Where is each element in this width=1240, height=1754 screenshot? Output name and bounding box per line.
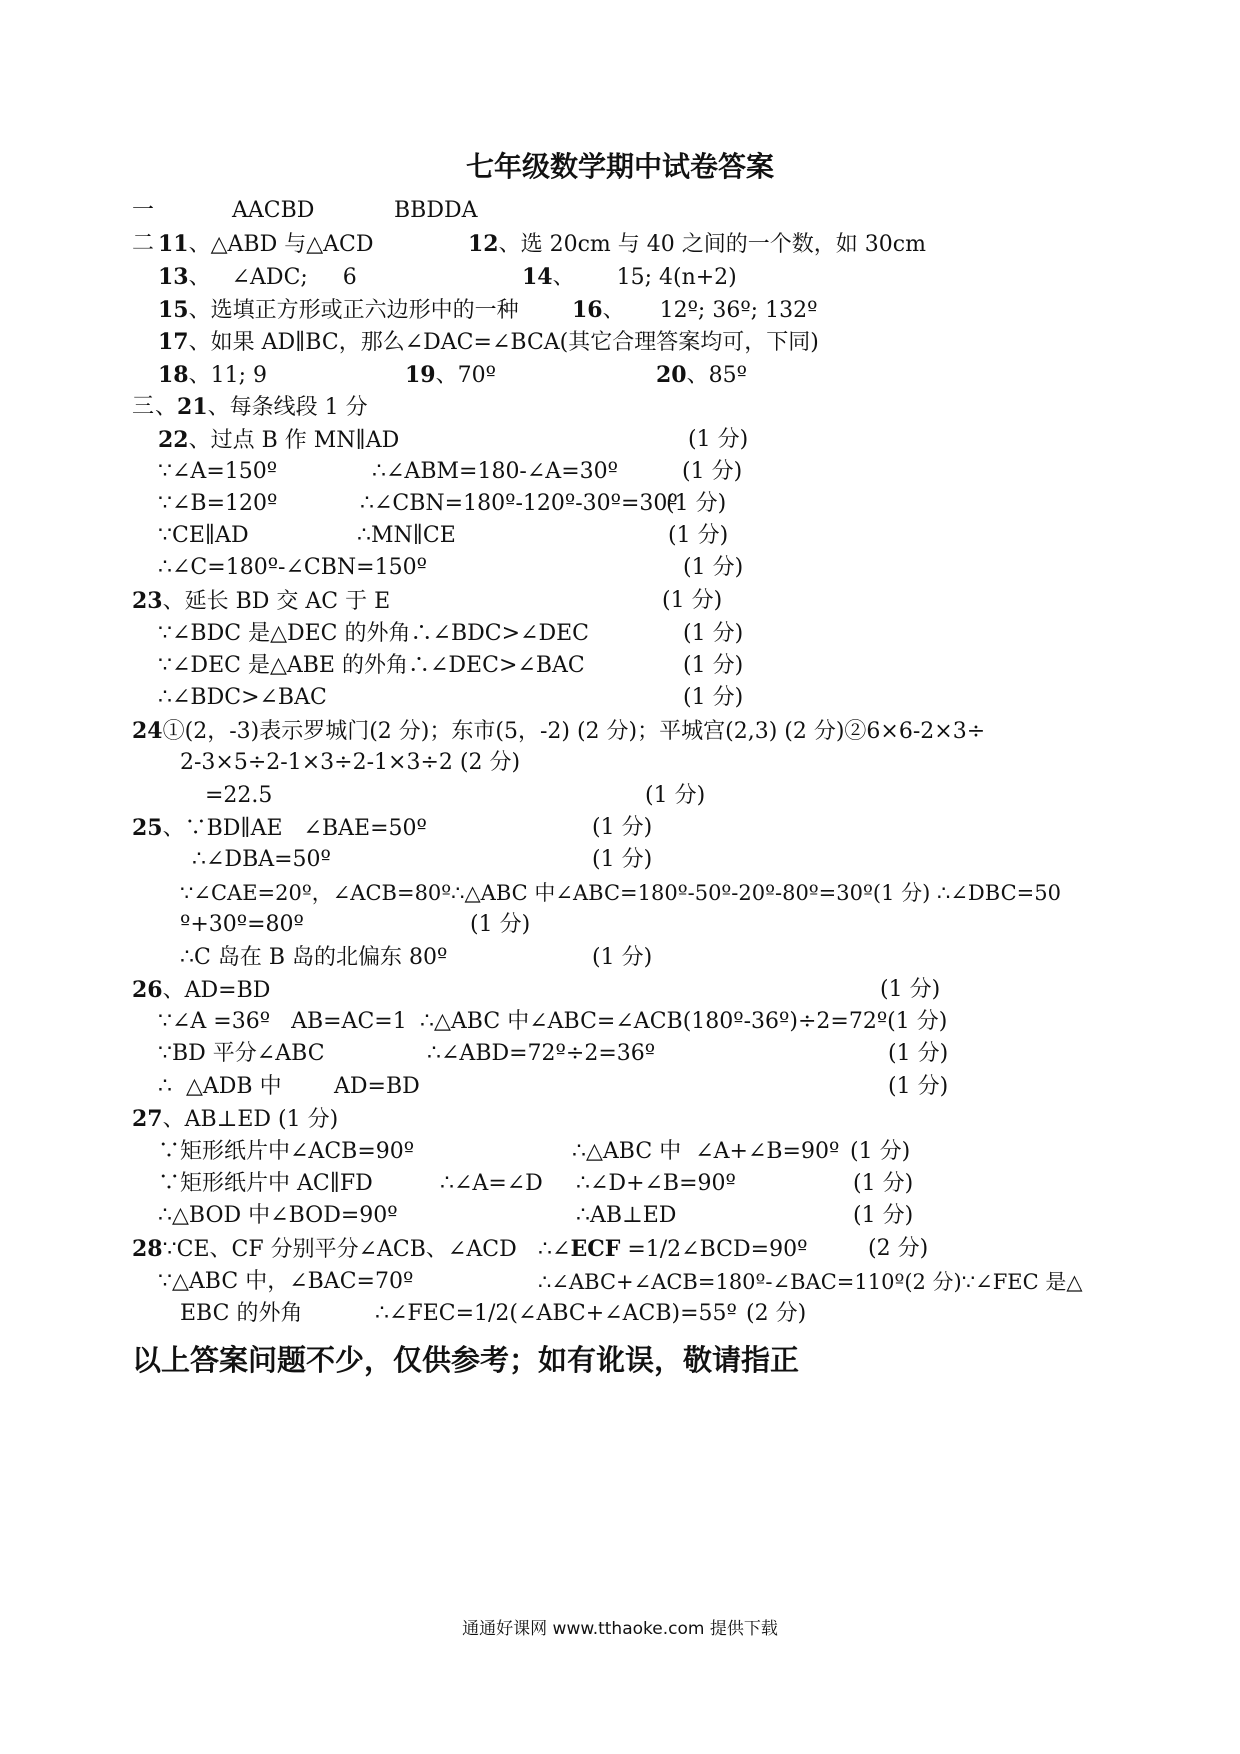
q16-num: 16 [572, 297, 603, 323]
answer-19 [405, 361, 496, 390]
q22-line4: ∴∠C=180º-∠CBN=150º [158, 555, 427, 580]
answer-17 [158, 328, 819, 357]
answer-15 [158, 296, 519, 325]
section1-group2: BBDDA [394, 198, 478, 223]
q23-head-score: (1 分) [662, 588, 723, 613]
q28-line3-b: ∴∠FEC=1/2(∠ABC+∠ACB)=55º [375, 1301, 737, 1326]
q11-num: 11 [158, 231, 189, 257]
q28-line2-a: ∵△ABC 中，∠BAC=70º [158, 1269, 414, 1294]
section1-label: 一 [132, 198, 155, 223]
q17-text: 、如果 AD∥BC，那么∠DAC=∠BCA(其它合理答案均可，下同) [188, 330, 819, 355]
q14-text: 、 15; 4(n+2) [552, 265, 737, 290]
answer-21: 、21、每条线段 1 分 [155, 394, 368, 420]
answer-20 [656, 361, 747, 390]
q27-line1-score: (1 分) [850, 1139, 911, 1164]
q22-head-text: 、过点 B 作 MN∥AD [188, 428, 400, 453]
q26-num: 26 [132, 977, 163, 1003]
q25-line3-score: (1 分) [470, 912, 531, 937]
q26-line2-b: ∴∠ABD=72º÷2=36º [427, 1041, 656, 1066]
q17-num: 17 [158, 329, 189, 355]
q25-num: 25 [132, 815, 163, 841]
q25-line1: ∴∠DBA=50º [192, 847, 331, 872]
closing-note: 以上答案问题不少，仅供参考；如有讹误，敬请指正 [132, 1343, 800, 1377]
section1-group1: AACBD [232, 198, 315, 223]
q22-line1-score: (1 分) [682, 459, 743, 484]
q27-line2-c: ∴∠D+∠B=90º [576, 1171, 736, 1196]
q27-line3-b: ∴AB⊥ED [576, 1203, 677, 1228]
page-footer: 通通好课网 www.tthaoke.com 提供下载 [462, 1619, 778, 1639]
q28-line3-score: (2 分) [746, 1301, 807, 1326]
q23-line1: ∵∠BDC 是△DEC 的外角∴∠BDC>∠DEC [158, 621, 589, 646]
q16-text: 、 12º; 36º; 132º [602, 298, 818, 323]
answer-13 [158, 263, 357, 292]
q26-line2-a: ∵BD 平分∠ABC [158, 1041, 325, 1066]
q22-line3-a: ∵CE∥AD [158, 523, 249, 548]
q27-head-text: 、AB⊥ED (1 分) [162, 1107, 339, 1132]
q24-line3-score: (1 分) [645, 783, 706, 808]
q19-num: 19 [405, 362, 436, 388]
q25-line3: º+30º=80º [180, 912, 304, 937]
q22-head-score: (1 分) [688, 427, 749, 452]
answer-24-line1 [132, 717, 985, 746]
q26-line1-a: ∵∠A =36º AB=AC=1 [158, 1009, 407, 1034]
q25-head-score: (1 分) [592, 815, 653, 840]
q12-num: 12 [468, 231, 499, 257]
q22-line2-a: ∵∠B=120º [158, 491, 278, 516]
q22-line2-b: ∴∠CBN=180º-120º-30º=30º [360, 491, 678, 516]
q28-line1-b [538, 1235, 807, 1264]
q23-line3: ∴∠BDC>∠BAC [158, 685, 327, 710]
q27-num: 27 [132, 1106, 163, 1132]
q14-num: 14 [522, 264, 553, 290]
q27-line1-a: ∵矩形纸片中∠ACB=90º [158, 1139, 415, 1164]
q22-line2-score: (1 分) [666, 491, 727, 516]
answer-28-line1-a [132, 1235, 517, 1264]
answer-25-head [132, 814, 427, 843]
q20-num: 20 [656, 362, 687, 388]
answer-27-head [132, 1105, 338, 1134]
answer-12 [468, 230, 926, 259]
q12-text: 、选 20cm 与 40 之间的一个数，如 30cm [498, 232, 926, 257]
q27-line2-score: (1 分) [853, 1171, 914, 1196]
q26-line3-a: ∴ △ADB 中 [158, 1074, 282, 1099]
q25-line4-score: (1 分) [592, 945, 653, 970]
q28-num: 28 [132, 1236, 163, 1262]
answer-18 [158, 361, 267, 390]
q26-line2-score: (1 分) [888, 1041, 949, 1066]
q27-line2-a: ∵矩形纸片中 AC∥FD [158, 1171, 373, 1196]
answer-26-head [132, 976, 270, 1005]
q20-text: 、85º [686, 363, 747, 388]
q27-line2-b: ∴∠A=∠D [440, 1171, 543, 1196]
q22-line1-b: ∴∠ABM=180-∠A=30º [372, 459, 618, 484]
q28-line2-b: ∴∠ABC+∠ACB=180º-∠BAC=110º(2 分)∵∠FEC 是△ [538, 1270, 1083, 1294]
section2-label: 二 [132, 231, 155, 256]
q28-line1-b-pre: ∴∠ [538, 1237, 571, 1262]
q25-line4: ∴C 岛在 B 岛的北偏东 80º [180, 945, 448, 970]
q18-num: 18 [158, 362, 189, 388]
q15-num: 15 [158, 297, 189, 323]
q28-line1-score: (2 分) [868, 1236, 929, 1261]
q27-line3-a: ∴△BOD 中∠BOD=90º [158, 1203, 398, 1228]
q25-line1-score: (1 分) [592, 847, 653, 872]
q26-line3-score: (1 分) [888, 1074, 949, 1099]
page-title: 七年级数学期中试卷答案 [465, 150, 774, 183]
q24-num: 24 [132, 718, 163, 744]
q24-line1-text: ①(2，-3)表示罗城门(2 分)；东市(5，-2) (2 分)；平城宫(2,3) (2 分)②6×6-2×3÷ [162, 719, 986, 744]
q27-line1-b: ∴△ABC 中 ∠A+∠B=90º [572, 1139, 840, 1164]
q23-head-text: 、延长 BD 交 AC 于 E [162, 589, 391, 614]
q28-line1-b-bold: ECF [570, 1236, 621, 1262]
q22-line3-score: (1 分) [668, 523, 729, 548]
q21-text: 、每条线段 1 分 [207, 395, 368, 420]
q23-line2: ∵∠DEC 是△ABE 的外角∴∠DEC>∠BAC [158, 653, 585, 678]
q13-num: 13 [158, 264, 189, 290]
q18-text: 、11; 9 [188, 363, 268, 388]
q23-line3-score: (1 分) [683, 685, 744, 710]
q28-line1-a-text: ∵CE、CF 分别平分∠ACB、∠ACD [162, 1237, 517, 1262]
q15-text: 、选填正方形或正六边形中的一种 [188, 298, 519, 323]
q26-line1-b: ∴△ABC 中∠ABC=∠ACB(180º-36º)÷2=72º(1 分) [420, 1009, 948, 1034]
q22-line4-score: (1 分) [683, 555, 744, 580]
q27-line3-score: (1 分) [853, 1203, 914, 1228]
q26-head-text: 、AD=BD [162, 978, 271, 1003]
q21-num: 21 [177, 394, 208, 420]
q22-num: 22 [158, 427, 189, 453]
q22-line3-b: ∴MN∥CE [357, 523, 456, 548]
q26-line3-b: AD=BD [334, 1074, 420, 1099]
q19-text: 、70º [435, 363, 496, 388]
answer-16 [572, 296, 817, 325]
q25-head-text: 、∵BD∥AE ∠BAE=50º [162, 816, 427, 841]
q23-line1-score: (1 分) [683, 621, 744, 646]
answer-14 [522, 263, 737, 292]
answer-23-head [132, 587, 390, 616]
q24-line3: =22.5 [205, 783, 273, 808]
q26-head-score: (1 分) [880, 977, 941, 1002]
q28-line1-b-post: =1/2∠BCD=90º [620, 1237, 808, 1262]
answer-22-head [158, 426, 399, 455]
q25-line2: ∵∠CAE=20º，∠ACB=80º∴△ABC 中∠ABC=180º-50º-20º-80º=30º(1 分) ∴∠DBC=50 [180, 881, 1061, 905]
section3-label: 三 [132, 394, 155, 419]
answer-11 [158, 230, 374, 259]
q24-line2: 2-3×5÷2-1×3÷2-1×3÷2 (2 分) [180, 750, 521, 775]
q23-line2-score: (1 分) [683, 653, 744, 678]
q11-text: 、△ABD 与△ACD [188, 232, 374, 257]
q13-text: 、 ∠ADC; 6 [188, 265, 357, 290]
q28-line3-a: EBC 的外角 [180, 1301, 303, 1326]
q23-num: 23 [132, 588, 163, 614]
q22-line1-a: ∵∠A=150º [158, 459, 278, 484]
